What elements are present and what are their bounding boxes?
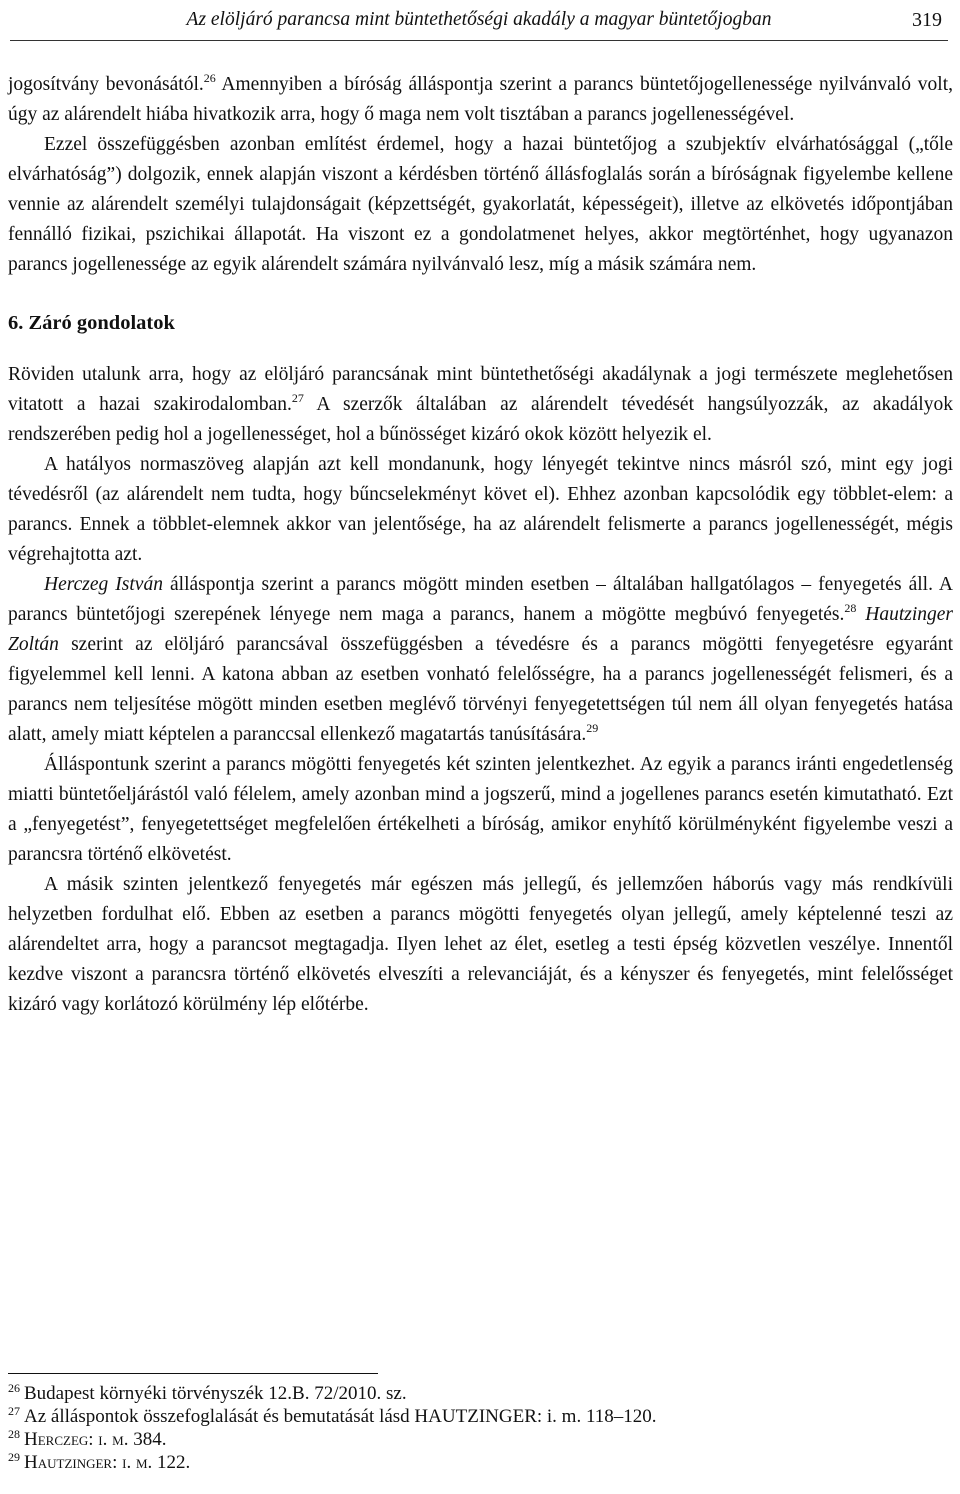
paragraph-1: jogosítvány bevonásától.$^{26}$ Amennyiben a bíróság álláspontja szerint a parancs büntetőjogellenessége nyilvánvaló volt, úgy az alárendelt hiába hivatkozik arra, hogy ő maga nem volt tisztában a parancs jogellenességével. bbox=[8, 71, 954, 125]
running-header bbox=[10, 0, 948, 41]
section-heading: 6. Záró gondolatok bbox=[8, 312, 175, 334]
page-number: 319 bbox=[912, 8, 942, 31]
footnote-ref-26[interactable]: 26 bbox=[203, 71, 216, 85]
running-title: Az elöljáró parancsa mint büntethetőségi akadály a magyar büntetőjogban bbox=[186, 9, 772, 30]
footnote-ref-28[interactable]: 28 bbox=[844, 601, 857, 615]
paragraph-2: Ezzel összefüggésben azonban említést érdemel, hogy a hazai büntetőjog a szubjektív elvárhatósággal („tőle elvárhatóság”) dolgozik, ennek alapján viszont a kérdésben történő állásfoglalás során a bíróságnak figyelembe kellene vennie az alárendelt személyi tulajdonságait (képzettségét, gyakorlatát, képességeit), illetve az elkövetés időpontjában fennálló fizikai, pszichikai állapotát. Ha viszont ez a gondolatmenet helyes, akkor megtörténhet, hogy ugyanazon parancs jogellenessége az egyik alárendelt számára nyilvánvaló lesz, míg a másik számára nem. bbox=[8, 134, 953, 275]
footnote-26: $^{26}$ Budapest környéki törvényszék 12.B. 72/2010. sz. bbox=[8, 1381, 407, 1404]
footnote-divider bbox=[8, 1373, 378, 1374]
paragraph-6: Álláspontunk szerint a parancs mögötti fenyegetés két szinten jelentkezhet. Az egyik a parancs iránti engedetlenség miatti büntetőeljárástól való félelem, amely azonban mind a jogszerű, mind a jogellenes parancs esetén kimutatható. Ezt a „fenyegetést”, fenyegetettséget megfelelően értékelheti a bíróság, amikor enyhítő körülményként figyelembe veszi a parancsra történő elkövetést. bbox=[8, 754, 953, 865]
paragraph-5: Herczeg István álláspontja szerint a parancs mögött minden esetben – általában hallgatólagos – fenyegetés áll. A parancs büntetőjogi szerepének lényege nem maga a parancs, hanem a mögötte megbúvó fenyegetés.$^{28}$ Hautzinger Zoltán szerint az elöljáró parancsával összefüggésben a tévedésre és a parancs mögötti fenyegetésre egyaránt figyelemmel kell lenni. A katona abban az esetben vonható felelősségre, ha a parancs jogellenességét felismeri, és a parancs nem teljesítése mögött minden esetben meglévő törvényi fenyegetettségen túl nem áll olyan fenyegetés hatása alatt, amely miatt képtelen a paranccsal ellenkező magatartás tanúsítására.$^{29}$ bbox=[8, 574, 954, 745]
footnote-27: $^{27}$ Az álláspontok összefoglalását és bemutatását lásd HAUTZINGER: i. m. 118–120. bbox=[8, 1404, 657, 1427]
footnote-29: $^{29}$ Hautzinger: i. m. 122. bbox=[8, 1450, 191, 1473]
paragraph-4: A hatályos normaszöveg alapján azt kell mondanunk, hogy lényegét tekintve nincs másról szó, mint egy jogi tévedésről (az alárendelt nem tudta, hogy bűncselekményt követ el). Ehhez azonban kapcsolódik egy többlet-elem: a parancs. Ennek a többlet-elemnek akkor van jelentősége, ha az alárendelt felismerte a parancs jogellenességét, mégis végrehajtotta azt. bbox=[8, 454, 953, 565]
author-name-hautzinger: Hautzinger Zoltán bbox=[8, 604, 954, 655]
footnote-28: $^{28}$ Herczeg: i. m. 384. bbox=[8, 1427, 167, 1450]
body-text bbox=[8, 70, 953, 1020]
footnote-ref-27[interactable]: 27 bbox=[291, 391, 304, 405]
author-name-herczeg: Herczeg István bbox=[44, 574, 163, 595]
footnote-ref-29[interactable]: 29 bbox=[586, 721, 599, 735]
paragraph-3: Röviden utalunk arra, hogy az elöljáró parancsának mint büntethetőségi akadálynak a jogi természete meglehetősen vitatott a hazai szakirodalomban.$^{27}$ A szerzők általában az alárendelt tévedését hangsúlyozzák, az akadályok rendszerében pedig hol a jogellenességet, hol a bűnösséget kizáró okok között helyezik el. bbox=[8, 364, 953, 445]
paragraph-7: A másik szinten jelentkező fenyegetés már egészen más jellegű, és jellemzően háborús vagy más rendkívüli helyzetben fordulhat elő. Ebben az esetben a parancs mögötti fenyegetés olyan jellegű, amely képtelenné teszi az alárendeltet arra, hogy a parancsot megtagadja. Ilyen lehet az élet, esetleg a testi épség közvetlen veszélye. Innentől kezdve viszont a parancsra történő elkövetés elveszíti a relevanciáját, és a kényszer és fenyegetés, mint felelősséget kizáró vagy korlátozó körülmény lép előtérbe. bbox=[8, 874, 953, 1015]
footnotes bbox=[8, 1373, 948, 1474]
